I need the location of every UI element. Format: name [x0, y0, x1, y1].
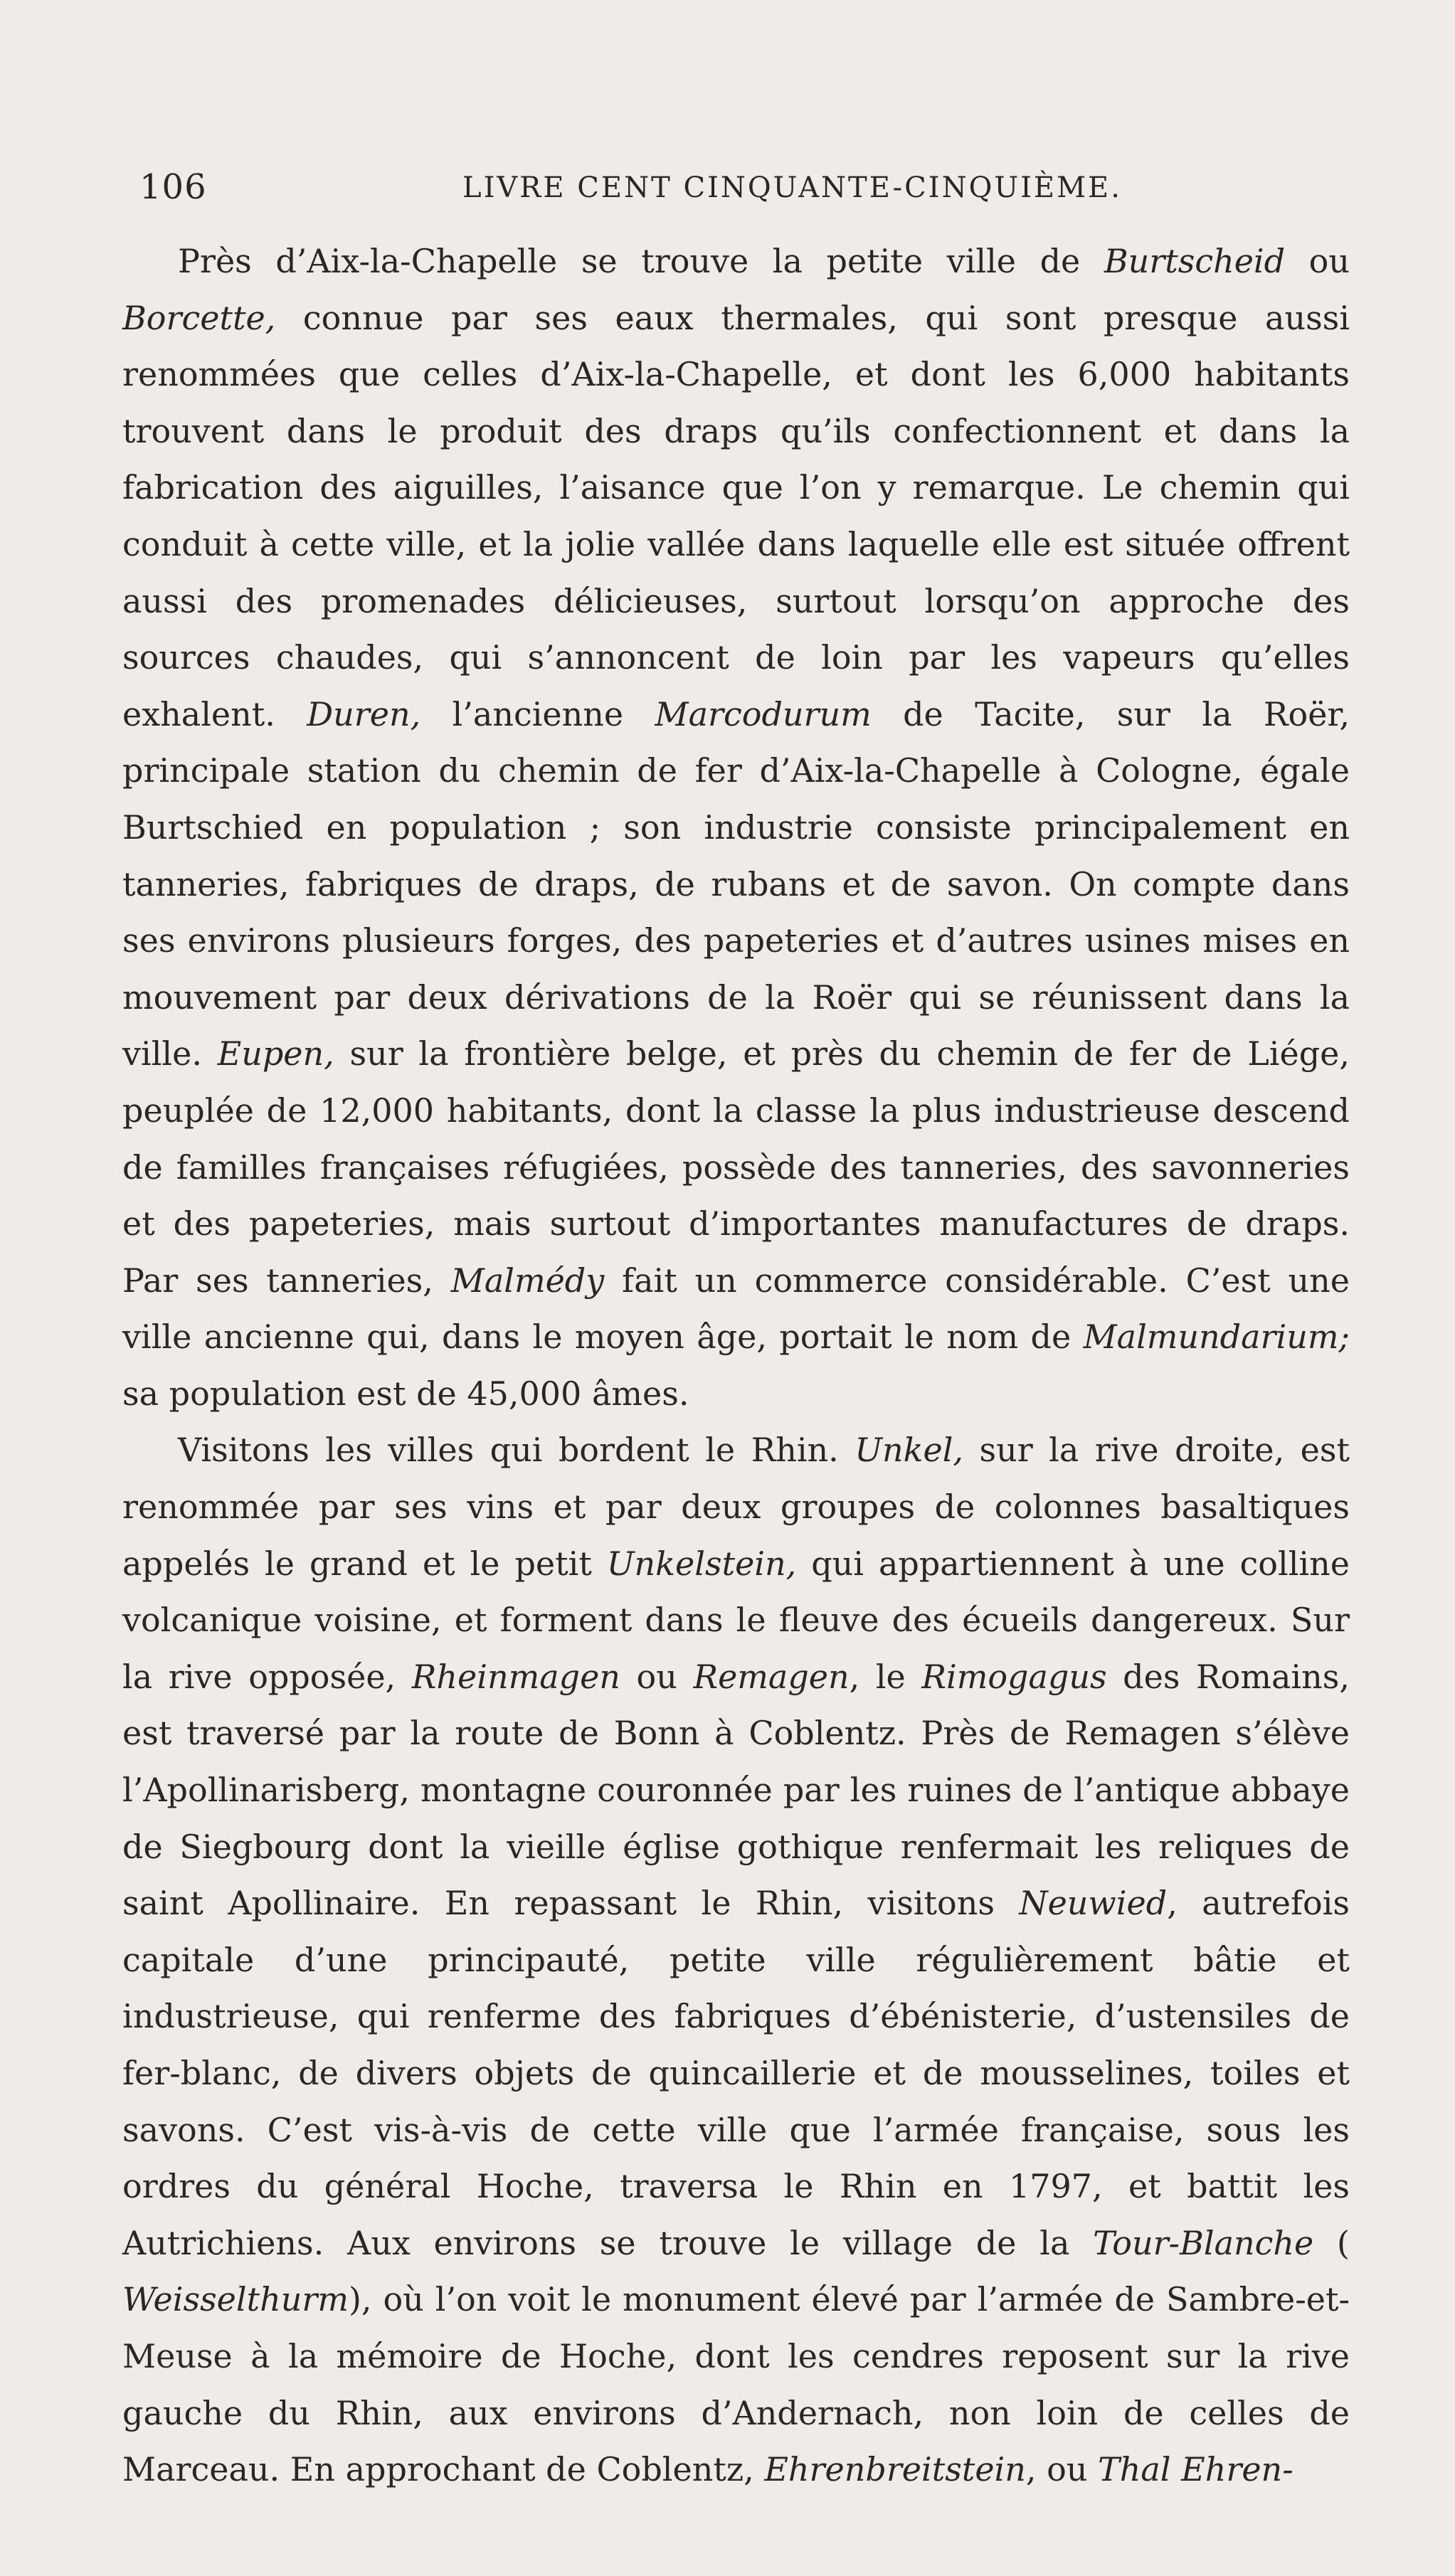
- italic-place-name: Neuwied: [1019, 1884, 1168, 1923]
- italic-place-name: Borcette,: [122, 298, 276, 337]
- italic-place-name: Weisselthurm: [122, 2280, 349, 2319]
- italic-place-name: Eupen,: [217, 1034, 334, 1074]
- italic-place-name: Rheinmagen: [411, 1657, 620, 1696]
- text-run: Visitons les villes qui bordent le Rhin.: [178, 1431, 855, 1470]
- text-run: sur la rive droite, est renommée par ses vins et par deux groupes de colonnes basaltiques appelés le grand et le petit: [122, 1431, 1350, 1583]
- page-number: 106: [139, 167, 207, 207]
- text-run: sur la frontière belge, et près du chemin de fer de Liége, peuplée de 12,000 habitants, dont la classe la plus industrieuse descend de familles françaises réfugiées, possède des tanneries, des savonneries et des papeteries, mais surtout d’importantes manufactures de draps. Par ses tanneries,: [122, 1034, 1350, 1300]
- italic-place-name: Unkelstein,: [606, 1544, 797, 1583]
- italic-place-name: Ehrenbreitstein: [764, 2450, 1026, 2489]
- text-run: (: [1313, 2223, 1350, 2262]
- italic-place-name: Rimogagus: [921, 1657, 1107, 1696]
- text-run: sa population est de 45,000 âmes.: [122, 1374, 689, 1413]
- text-run: ou: [1285, 242, 1350, 280]
- text-run: ), où l’on voit le monument élevé par l’armée de Sambre-et-Meuse à la mémoire de Hoche, dont les cendres reposent sur la rive gauche du Rhin, aux environs d’Andernach, non loin de celles de Marceau. En approchant de Coblentz,: [122, 2280, 1350, 2489]
- text-run: de Tacite, sur la Roër, principale station du chemin de fer d’Aix-la-Chapelle à Cologne, égale Burtschied en population ; son industrie consiste principalement en tanneries, fabriques de draps, de rubans et de savon. On compte dans ses environs plusieurs forges, des papeteries et d’autres usines mises en mouvement par deux dérivations de la Roër qui se réunissent dans la ville.: [122, 694, 1350, 1074]
- text-run: fait un commerce considérable. C’est une ville ancienne qui, dans le moyen âge, portait le nom de: [122, 1261, 1350, 1357]
- page-header: [0, 167, 1455, 217]
- paragraph: [122, 1422, 1350, 2498]
- text-run: l’ancienne: [420, 694, 655, 733]
- italic-place-name: Burtscheid: [1104, 242, 1286, 280]
- italic-place-name: Unkel,: [855, 1431, 964, 1470]
- running-title: LIVRE CENT CINQUANTE-CINQUIÈME.: [462, 171, 1122, 204]
- text-run: Près d’Aix-la-Chapelle se trouve la petite ville de: [178, 242, 1104, 280]
- italic-place-name: Thal Ehren-: [1098, 2450, 1293, 2489]
- text-run: des Romains, est traversé par la route de Bonn à Coblentz. Près de Remagen s’élève l’Apollinarisberg, montagne couronnée par les ruines de l’antique abbaye de Siegbourg dont la vieille église gothique renfermait les reliques de saint Apollinaire. En repassant le Rhin, visitons: [122, 1657, 1350, 1923]
- italic-place-name: Tour-Blanche: [1093, 2223, 1314, 2262]
- text-run: ou: [620, 1657, 694, 1696]
- text-run: , autrefois capitale d’une principauté, petite ville régulièrement bâtie et industrieuse, qui renferme des fabriques d’ébénisterie, d’ustensiles de fer-blanc, de divers objets de quincaillerie et de mousselines, toiles et savons. C’est vis-à-vis de cette ville que l’armée française, sous les ordres du général Hoche, traversa le Rhin en 1797, et battit les Autrichiens. Aux environs se trouve le village de la: [122, 1884, 1350, 2262]
- italic-place-name: Malmédy: [450, 1261, 605, 1300]
- body-text: [122, 233, 1350, 2498]
- italic-place-name: Duren,: [307, 694, 421, 733]
- italic-place-name: Marcodurum: [655, 694, 872, 733]
- text-run: connue par ses eaux thermales, qui sont presque aussi renommées que celles d’Aix-la-Chapelle, et dont les 6,000 habitants trouvent dans le produit des draps qu’ils confectionnent et dans la fabrication des aiguilles, l’aisance que l’on y remarque. Le chemin qui conduit à cette ville, et la jolie vallée dans laquelle elle est située offrent aussi des promenades délicieuses, surtout lorsqu’on approche des sources chaudes, qui s’annoncent de loin par les vapeurs qu’elles exhalent.: [122, 298, 1350, 733]
- italic-place-name: Remagen: [693, 1657, 850, 1696]
- text-run: qui appartiennent à une colline volcanique voisine, et forment dans le fleuve des écueils dangereux. Sur la rive opposée,: [122, 1544, 1350, 1696]
- italic-place-name: Malmundarium;: [1083, 1318, 1350, 1357]
- text-run: , ou: [1025, 2450, 1099, 2489]
- paragraph: [122, 233, 1350, 1422]
- text-run: , le: [849, 1657, 922, 1696]
